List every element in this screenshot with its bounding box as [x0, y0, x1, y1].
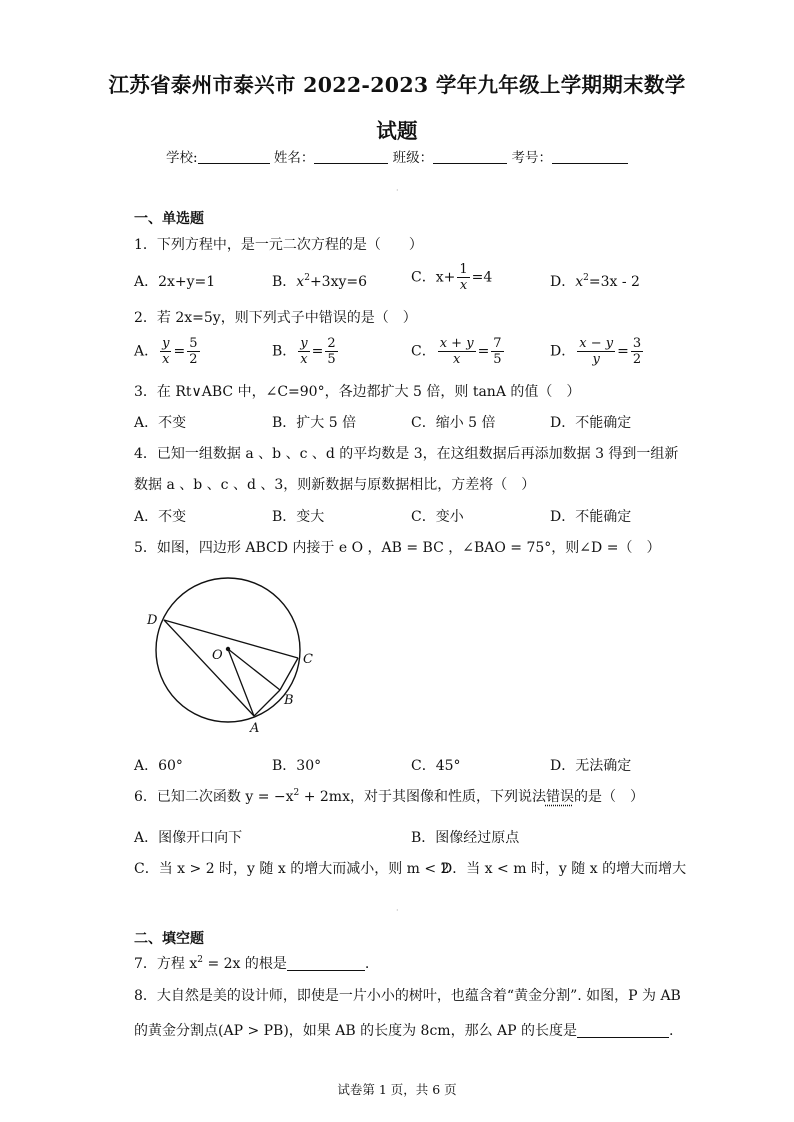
q2-a-num: y	[162, 336, 170, 351]
scan-dot-2: ·	[396, 906, 399, 915]
label-d: D	[147, 613, 158, 628]
q3-option-d[interactable]: D．不能确定	[550, 415, 632, 431]
q6-option-b[interactable]: B．图像经过原点	[411, 830, 520, 846]
q4-option-a[interactable]: A．不变	[134, 509, 187, 525]
q2-c-num: x + y	[439, 336, 474, 351]
q2-d-num: x − y	[579, 336, 614, 351]
name-blank[interactable]	[314, 151, 388, 164]
q1-c-frac-num: 1	[459, 262, 468, 277]
q2-a-den: x	[162, 352, 170, 367]
q1-b-tail: +3xy=6	[309, 274, 368, 290]
q1-stem: 1．下列方程中，是一元二次方程的是（ ）	[134, 237, 423, 253]
school-blank[interactable]	[198, 151, 270, 164]
number-blank[interactable]	[552, 151, 628, 164]
q2-a-rden: 2	[189, 352, 198, 367]
q6-stem-after: 的是（ ）	[573, 789, 644, 805]
q2-option-a[interactable]	[134, 336, 202, 367]
q3-option-c[interactable]: C．缩小 5 倍	[411, 415, 496, 431]
label-a: A	[250, 721, 260, 736]
q1-d-prefix: D．	[550, 274, 576, 290]
q2-b-rnum: 2	[327, 336, 336, 351]
q5-option-c[interactable]: C．45°	[411, 758, 461, 774]
q1-d-tail: =3x - 2	[588, 274, 640, 290]
student-info-row	[0, 146, 794, 166]
q2-d-label: D．	[550, 343, 576, 360]
q2-b-rden: 5	[327, 352, 336, 367]
q8-line2-text: 的黄金分割点(AP > PB)，如果 AB 的长度为 8cm，那么 AP 的长度是	[134, 1023, 577, 1039]
q6-option-d[interactable]: D．当 x < m 时，y 随 x 的增大而增大	[441, 861, 687, 877]
q7-sup: 2	[197, 955, 203, 965]
label-c: C	[303, 652, 313, 667]
q5-circle-figure	[140, 572, 325, 737]
q2-c-label: C．	[411, 343, 436, 360]
q2-option-b[interactable]	[272, 336, 340, 367]
q2-b-label: B．	[272, 343, 297, 360]
q2-a-eq: =	[173, 343, 186, 360]
q7-stem-after: = 2x 的根是	[203, 956, 287, 972]
q3-option-a[interactable]: A．不变	[134, 415, 187, 431]
number-label: 考号：	[511, 150, 552, 166]
q5-option-a[interactable]: A．60°	[134, 758, 183, 774]
label-b: B	[284, 693, 294, 708]
q2-a-label: A．	[134, 343, 159, 360]
q8-stem-line1: 8．大自然是美的设计师，即使是一片小小的树叶，也蕴含着“黄金分割”. 如图，P 为 AB	[134, 988, 681, 1004]
q5-stem: 5．如图，四边形 ABCD 内接于 e O ，AB = BC ，∠BAO = 75°，则∠D =（ ）	[134, 540, 661, 556]
q4-stem-line2: 数据 a 、b 、c 、d 、3，则新数据与原数据相比，方差将（ ）	[134, 477, 536, 493]
label-o: O	[212, 648, 223, 663]
q2-c-rnum: 7	[493, 336, 502, 351]
q7-stem-before: 7．方程 x	[134, 956, 198, 972]
q4-stem-line1: 4．已知一组数据 a 、b 、c 、d 的平均数是 3，在这组数据后再添加数据 3 得到一组新	[134, 446, 679, 462]
q4-option-d[interactable]: D．不能确定	[550, 509, 632, 525]
q1-c-prefix: C．x+	[411, 269, 456, 286]
q4-option-c[interactable]: C．变小	[411, 509, 464, 525]
q2-stem: 2．若 2x=5y，则下列式子中错误的是（ ）	[134, 310, 417, 326]
segment-dc	[164, 620, 298, 658]
q1-c-tail: =4	[471, 269, 493, 286]
q3-stem: 3．在 Rt∨ABC 中，∠C=90°，各边都扩大 5 倍，则 tanA 的值（ ）	[134, 384, 581, 400]
school-label: 学校:	[166, 150, 198, 166]
q5-option-b[interactable]: B．30°	[272, 758, 322, 774]
q2-option-d[interactable]	[550, 336, 645, 367]
q1-b-prefix: B．	[272, 274, 297, 290]
q6-stem-before: 6．已知二次函数 y = −x	[134, 789, 294, 805]
q1-option-a[interactable]: A．2x+y=1	[134, 274, 216, 290]
q2-c-eq: =	[477, 343, 490, 360]
exam-title-line1: 江苏省泰州市泰兴市 2022-2023 学年九年级上学期期末数学	[108, 73, 686, 97]
q2-b-den: x	[300, 352, 308, 367]
q6-sup: 2	[293, 788, 300, 798]
section-fill-blank: 二、填空题	[134, 931, 204, 947]
q5-option-d[interactable]: D．无法确定	[550, 758, 632, 774]
page-footer: 试卷第 1 页，共 6 页	[337, 1082, 457, 1097]
q1-b-sup: 2	[304, 273, 310, 283]
q7-stem	[134, 953, 369, 973]
q1-option-d[interactable]: D．$x^2=3x - 2$	[550, 273, 640, 290]
q2-option-c[interactable]	[411, 336, 506, 367]
q4-option-b[interactable]: B．变大	[272, 509, 325, 525]
class-label: 班级：	[392, 150, 434, 166]
q6-option-a[interactable]: A．图像开口向下	[134, 830, 243, 846]
q7-end: .	[364, 956, 370, 972]
q8-end: .	[669, 1023, 674, 1039]
q2-d-rnum: 3	[632, 336, 642, 351]
scan-dot: ·	[396, 186, 399, 195]
q7-answer-blank[interactable]	[287, 956, 365, 971]
section-single-choice: 一、单选题	[134, 211, 204, 227]
q6-stem-mid: + 2mx，对于其图像和性质，下列说法	[299, 789, 546, 805]
name-label: 姓名：	[273, 150, 315, 166]
center-dot	[226, 647, 230, 651]
q2-a-rnum: 5	[189, 336, 198, 351]
q2-d-eq: =	[617, 343, 629, 360]
q6-option-c[interactable]: C．当 x > 2 时，y 随 x 的增大而减小，则 m < 2	[134, 861, 450, 877]
class-blank[interactable]	[433, 151, 507, 164]
q8-stem-line2	[134, 1020, 673, 1040]
q8-answer-blank[interactable]	[577, 1023, 669, 1038]
q2-d-den: y	[592, 352, 600, 367]
exam-title-line2: 试题	[376, 119, 418, 143]
q1-c-fraction	[457, 262, 469, 293]
q2-b-num: y	[300, 336, 308, 351]
q2-c-den: x	[452, 352, 461, 367]
q2-d-rden: 2	[632, 352, 642, 367]
q6-emphasis-wrong: 错误	[545, 789, 574, 805]
q1-option-c[interactable]	[411, 262, 492, 293]
q2-c-rden: 5	[493, 352, 502, 367]
q6-stem	[134, 786, 644, 806]
q1-option-b[interactable]: B．$x^2+3xy=6$	[272, 273, 368, 290]
q2-b-eq: =	[311, 343, 324, 360]
q1-d-sup: 2	[583, 273, 589, 283]
q3-option-b[interactable]: B．扩大 5 倍	[272, 415, 357, 431]
q1-c-frac-den: x	[459, 278, 468, 293]
